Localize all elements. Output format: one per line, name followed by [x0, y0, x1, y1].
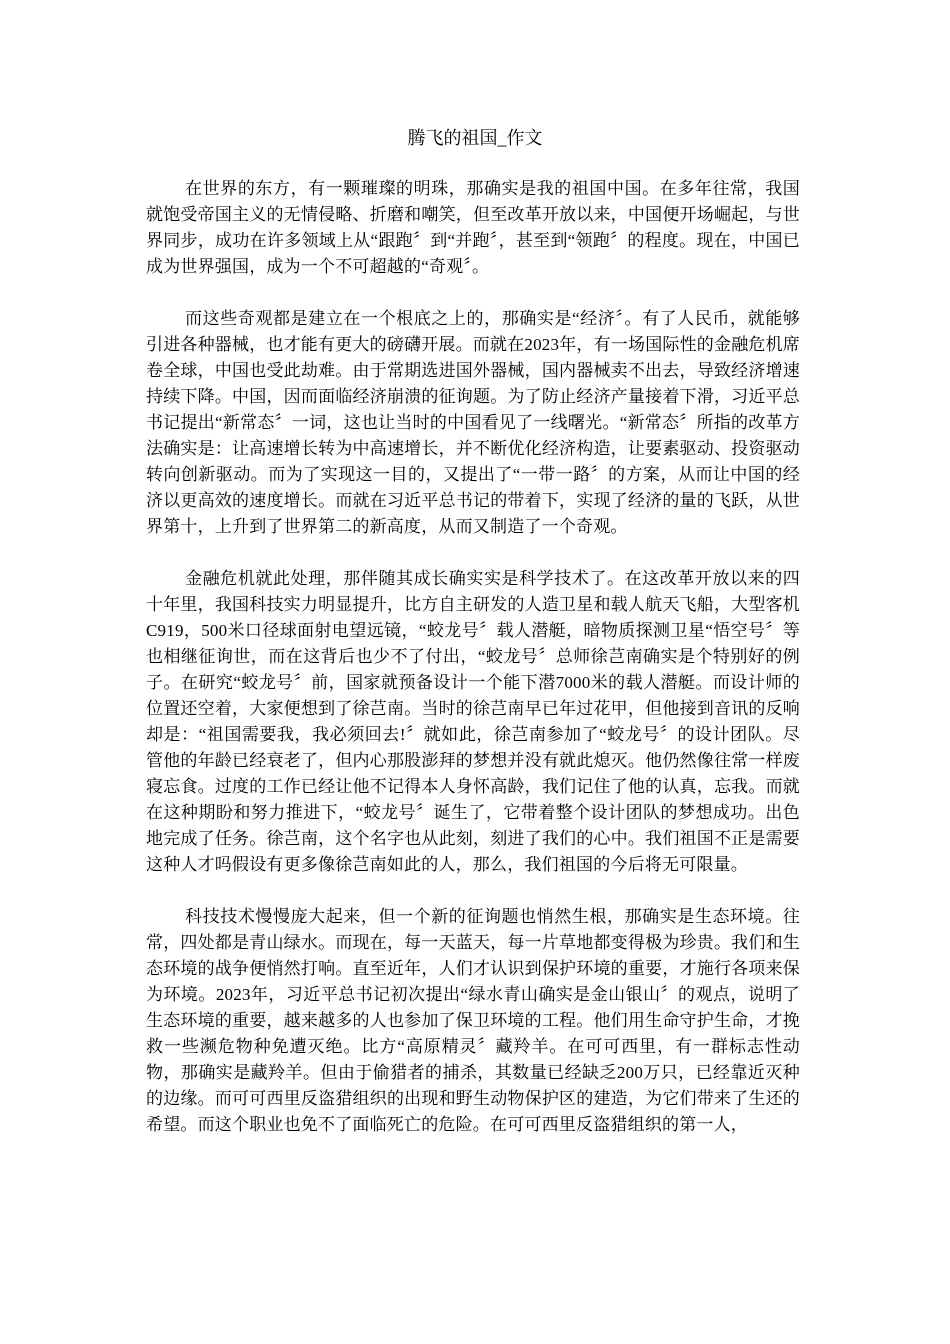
paragraph-4: 科技技术慢慢庞大起来，但一个新的征询题也悄然生根，那确实是生态环境。往常，四处都是青山绿水。而现在，每一天蓝天，每一片草地都变得极为珍贵。我们和生态环境的战争便悄然打响。直至近年，人们才认识到保护环境的重要，才施行各项来保为环境。2023年，习近平总书记初次提出“绿水青山确实是金山银山〞的观点，说明了生态环境的重要，越来越多的人也参加了保卫环境的工程。他们用生命守护生命，才挽救一些濒危物种免遭灭绝。比方“高原精灵〞藏羚羊。在可可西里，有一群标志性动物，那确实是藏羚羊。但由于偷猎者的捕杀，其数量已经缺乏200万只，已经靠近灭种的边缘。而可可西里反盗猎组织的出现和野生动物保护区的建造，为它们带来了生还的希望。而这个职业也免不了面临死亡的危险。在可可西里反盗猎组织的第一人，: [146, 907, 800, 1134]
paragraph-3: 金融危机就此处理，那伴随其成长确实实是科学技术了。在这改革开放以来的四十年里，我国科技实力明显提升，比方自主研发的人造卫星和载人航天飞船，大型客机C919，500米口径球面射电望远镜，“蛟龙号〞载人潜艇，暗物质探测卫星“悟空号〞等也相继征询世，而在这背后也少不了付出，“蛟龙号〞总师徐芑南确实是个特别好的例子。在研究“蛟龙号〞前，国家就预备设计一个能下潜7000米的载人潜艇。而设计师的位置还空着，大家便想到了徐芑南。当时的徐芑南早已年过花甲，但他接到音讯的反响却是：“祖国需要我，我必须回去!〞就如此，徐芑南参加了“蛟龙号〞的设计团队。尽管他的年龄已经衰老了，但内心那股澎拜的梦想并没有就此熄灭。他仍然像往常一样废寝忘食。过度的工作已经让他不记得本人身怀高龄，我们记住了他的认真，忘我。而就在这种期盼和努力推进下，“蛟龙号〞诞生了，它带着整个设计团队的梦想成功。出色地完成了任务。徐芑南，这个名字也从此刻，刻进了我们的心中。我们祖国不正是需要这种人才吗假设有更多像徐芑南如此的人，那么，我们祖国的今后将无可限量。: [146, 569, 800, 874]
document-title: 腾飞的祖国_作文: [407, 128, 543, 148]
paragraph-1: 在世界的东方，有一颗璀璨的明珠，那确实是我的祖国中国。在多年往常，我国就饱受帝国主义的无情侵略、折磨和嘲笑，但至改革开放以来，中国便开场崛起，与世界同步，成功在许多领域上从“跟跑〞到“并跑〞，甚至到“领跑〞的程度。现在，中国已成为世界强国，成为一个不可超越的“奇观〞。: [146, 179, 800, 276]
paragraph-2: 而这些奇观都是建立在一个根底之上的，那确实是“经济〞。有了人民币，就能够引进各种器械，也才能有更大的磅礴开展。而就在2023年，有一场国际性的金融危机席卷全球，中国也受此劫难。由于常期选进国外器械，国内器械卖不出去，导致经济增速持续下降。中国，因而面临经济崩溃的征询题。为了防止经济产量接着下滑，习近平总书记提出“新常态〞一词，这也让当时的中国看见了一线曙光。“新常态〞所指的改革方法确实是：让高速增长转为中高速增长，并不断优化经济构造，让要素驱动、投资驱动转向创新驱动。而为了实现这一目的，又提出了“一带一路〞的方案，从而让中国的经济以更高效的速度增长。而就在习近平总书记的带着下，实现了经济的量的飞跃，从世界第十，上升到了世界第二的新高度，从而又制造了一个奇观。: [146, 309, 800, 536]
document-body: [146, 176, 800, 1164]
